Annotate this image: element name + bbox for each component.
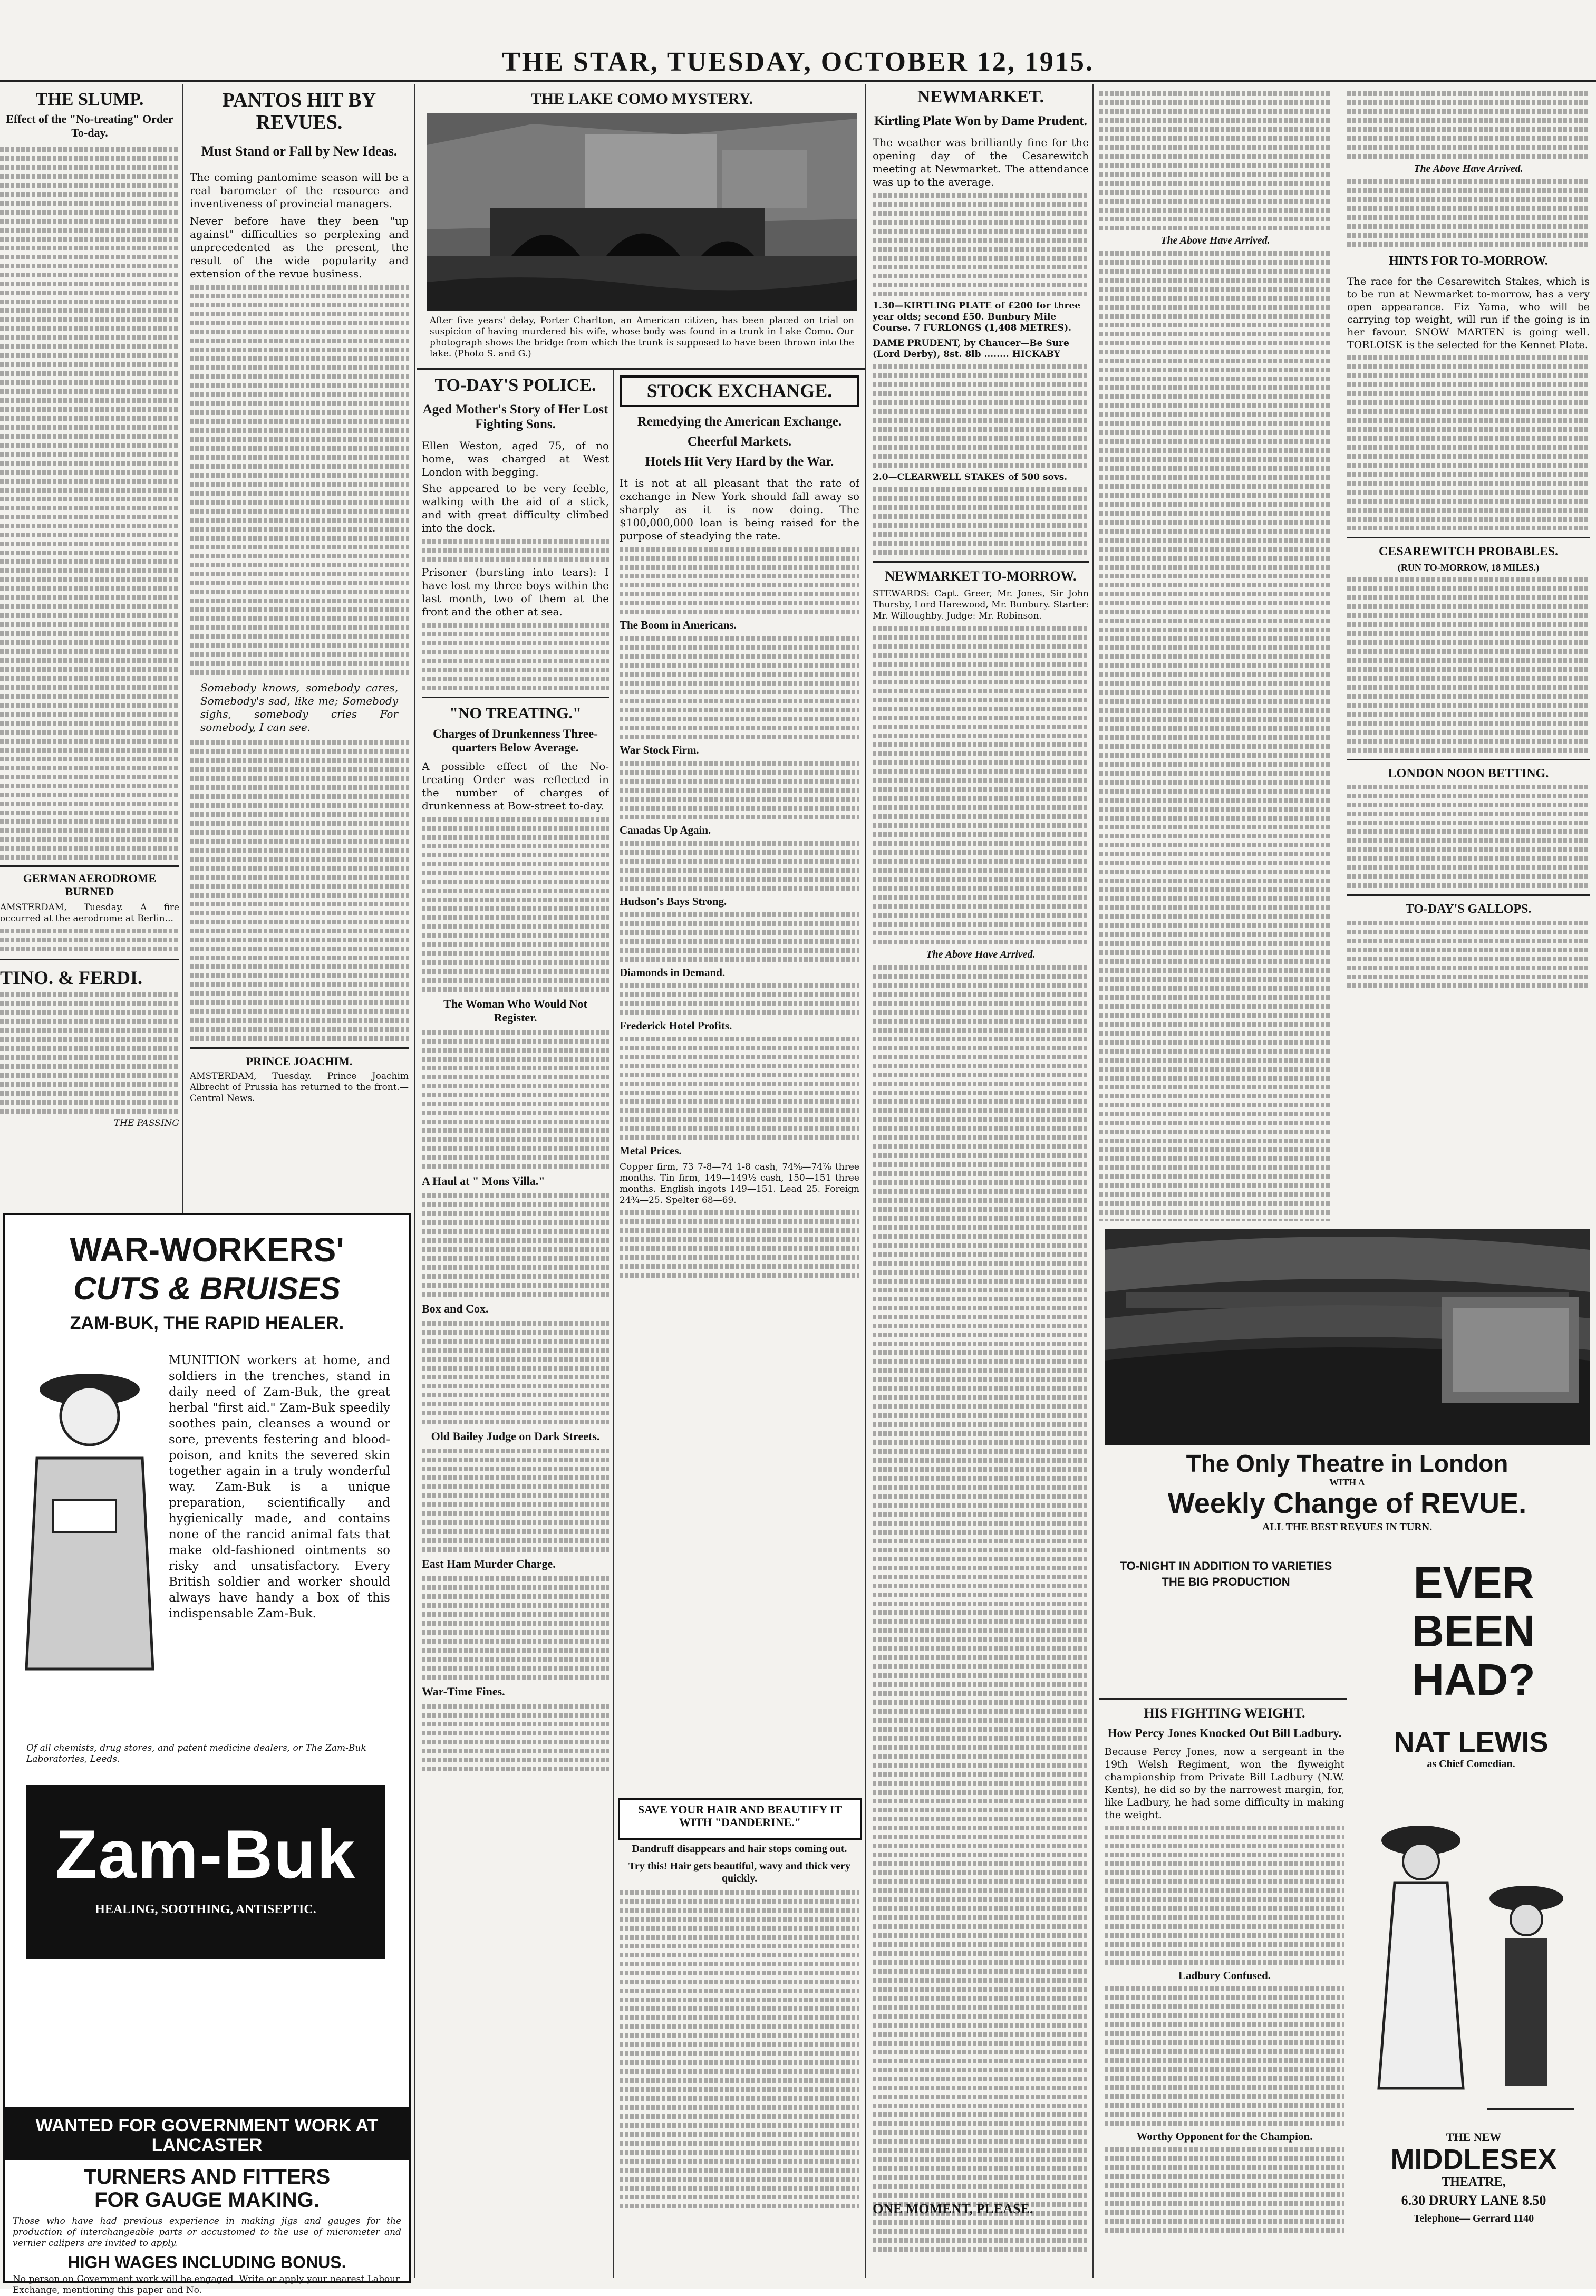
zambuk-tagline: HEALING, SOOTHING, ANTISEPTIC. [95,1903,316,1916]
ladbury-confused: Ladbury Confused. [1178,1969,1271,1982]
stock-metal-head: Metal Prices. [620,1144,682,1157]
pantos-para-1: The coming pantomime season will be a real barometer of the resource and inventiveness of provincial managers. [190,170,409,210]
theatre-title-2: Weekly Change of REVUE. [1167,1487,1527,1519]
danderine-sub: Dandruff disappears and hair stops coming out. [632,1843,847,1855]
race-130: 1.30—KIRTLING PLATE of £200 for three year olds; second £50. Bunbury Mile Course. 7 FURLONGS (1,408 METRES). [873,301,1081,334]
box-cox-head: Box and Cox. [422,1302,489,1316]
middlesex-ad [1355,2130,1592,2278]
the-new: THE NEW [1446,2130,1502,2144]
aerodrome-text: AMSTERDAM, Tuesday. A fire occurred at the aerodrome at Berlin... [0,902,179,924]
theatre-title-1: The Only Theatre in London [1186,1450,1508,1477]
como-caption-box [430,315,854,365]
newmarket-headline: NEWMARKET. [917,87,1044,107]
stock-war-head: War Stock Firm. [620,743,699,756]
lancaster-banner [5,2112,409,2160]
zambuk-healer: ZAM-BUK, THE RAPID HEALER. [70,1313,344,1334]
slump-subhead: Effect of the "No-treating" Order To-day. [6,112,173,140]
column-rule [865,84,866,2278]
stock-hudsons-head: Hudson's Bays Strong. [620,894,727,908]
one-moment-box [873,2202,1089,2233]
fighting-headline: HIS FIGHTING WEIGHT. [1144,1706,1305,1721]
column-rule [414,84,415,2278]
police-para-3: Prisoner (bursting into tears): I have lost my three boys within the last month, two of them at the front and the other at sea. [422,566,609,619]
newmarket-para-1: The weather was brilliantly fine for the opening day of the Cesarewitch meeting at Newmarket. The attendance was up to the average. [873,136,1089,189]
hints-text: The race for the Cesarewitch Stakes, which is to be run at Newmarket to-morrow, has a very open appearance. Fiz Yama, who will be carrying top weight, will run if the going is in her favour. SNOW MARTEN is going well. TORLOISK is the selected for the Kennet Plate. [1347,276,1590,351]
lancaster-gauge: FOR GAUGE MAKING. [94,2188,320,2212]
theatre-illustration [1105,1229,1590,1445]
danderine-ad [620,1843,859,2275]
war-time-fines-head: War-Time Fines. [422,1685,505,1699]
police-article [422,375,609,2279]
newmarket-tomorrow-head: NEWMARKET TO-MORROW. [885,568,1077,584]
lancaster-headline: WANTED FOR GOVERNMENT WORK AT LANCASTER [35,2116,379,2156]
stock-frederick-head: Frederick Hotel Profits. [620,1019,732,1032]
lancaster-fine: Those who have had previous experience in making jigs and gauges for the production of interchangeable parts or accustomed to the use of micrometer and vernier calipers are invited to apply. [13,2215,401,2249]
lake-como-photo [427,113,857,311]
lancaster-turners: TURNERS AND FITTERS [83,2165,331,2188]
aerodrome-headline: GERMAN AERODROME BURNED [23,872,157,898]
pantos-song: Somebody knows, somebody cares, Somebody's sad, like me; Somebody sighs, somebody cries For somebody, I can see. [200,681,398,734]
racing-arrived-2: The Above Have Arrived. [1414,163,1523,175]
stock-exchange-article [620,375,859,1799]
theatre-tonight-box [1107,1558,1344,1622]
como-caption: After five years' delay, Porter Charlton, an American citizen, has been placed on trial on suspicion of having murdered his wife, whose body was found in a trunk in Lake Como. Our photograph shows the bridge from which the trunk is supposed to have been thrown into the lake. (Photo S. and G.) [430,315,854,359]
fighting-subhead: How Percy Jones Knocked Out Bill Ladbury. [1107,1726,1342,1740]
lancaster-wages: HIGH WAGES INCLUDING BONUS. [67,2252,346,2272]
nat-lewis-box [1350,1727,1592,1785]
ever-been-had: EVER BEEN HAD? [1412,1558,1535,1695]
newmarket-article [873,87,1089,2275]
newmarket-subhead: Kirtling Plate Won by Dame Prudent. [874,114,1087,129]
probables-headline: CESAREWITCH PROBABLES. [1378,545,1559,559]
mons-villa-head: A Haul at " Mons Villa." [422,1174,545,1188]
masthead: THE STAR, TUESDAY, OCTOBER 12, 1915. [502,47,1094,77]
old-bailey-head: Old Bailey Judge on Dark Streets. [431,1430,600,1443]
theatre-tonight: TO-NIGHT IN ADDITION TO VARIETIES THE BIG PRODUCTION [1119,1559,1332,1588]
pantos-para-2: Never before have they been "up against" difficulties so perplexing and unprecedented as the present, the result of the wide popularity and extension of the revue business. [190,214,409,280]
pantos-headline: PANTOS HIT BY REVUES. [222,90,376,133]
newmarket-stewards: STEWARDS: Capt. Greer, Mr. Jones, Sir John Thursby, Lord Harewood, Mr. Bunbury. Starter: Mr. Willoughby. Judge: Mr. Robinson. [873,588,1089,621]
racing-column [1099,87,1592,1221]
stock-para-1: It is not at all pleasant that the rate of exchange in New York should fall away so sharply as it is now doing. The $100,000,000 loan is being raised for the purpose of steadying the rate. [620,476,859,542]
zambuk-cuts: CUTS & BRUISES [73,1271,341,1307]
theatre-with: WITH A [1329,1477,1365,1488]
zambuk-ad [3,1213,411,2109]
police-para-1: Ellen Weston, aged 75, of no home, was charged at West London with begging. [422,439,609,479]
racing-right-column [1347,87,1590,992]
fighting-para-1: Because Percy Jones, now a sergeant in the 19th Welsh Regiment, won the flyweight championship from Private Bill Ladbury (N.W. Kents), he did so by the narrowest margin, for, like Ladbury, he had some difficulty in making the weight. [1105,1745,1344,1821]
theatre-all-best: ALL THE BEST REVUES IN TURN. [1262,1521,1433,1533]
entries-list-left [1099,87,1331,1221]
hints-headline: HINTS FOR TO-MORROW. [1389,254,1548,268]
no-treating-subhead: Charges of Drunkenness Three-quarters Below Average. [433,727,598,755]
danderine-headline-box [618,1798,862,1840]
zambuk-logo-box [26,1785,385,1959]
lancaster-foot: No person on Government work will be engaged. Write or apply your nearest Labour Exchange, mentioning this paper and No. [13,2273,400,2295]
stock-boom-head: The Boom in Americans. [620,618,737,631]
race-winner: DAME PRUDENT, by Chaucer—Be Sure (Lord Derby), 8st. 8lb ........ HICKABY [873,338,1069,360]
passing-fragment: THE PASSING [113,1118,179,1129]
stock-canada-head: Canadas Up Again. [620,823,711,836]
stock-sub-3: Hotels Hit Very Hard by the War. [645,454,834,469]
chief-comedian: as Chief Comedian. [1427,1758,1515,1770]
worthy-opponent: Worthy Opponent for the Champion. [1136,2129,1313,2143]
woman-register-head: The Woman Who Would Not Register. [443,997,587,1025]
pantos-article [190,90,409,1213]
column-rule [613,369,614,2278]
gallops-headline: TO-DAY'S GALLOPS. [1405,902,1532,917]
police-para-4: A possible effect of the No-treating Order was reflected in the number of charges of drunkenness at Bow-street to-day. [422,760,609,813]
theatre-word: THEATRE, [1442,2175,1506,2189]
como-headline: THE LAKE COMO MYSTERY. [530,90,753,108]
tino-headline: TINO. & FERDI. [0,967,143,988]
ever-been-had-box [1355,1558,1592,1695]
nat-lewis: NAT LEWIS [1394,1727,1549,1758]
column-rule [182,84,183,1213]
lancaster-ad [3,2109,411,2295]
theatre-telephone: Telephone— Gerrard 1140 [1413,2213,1534,2225]
theatre-times: 6.30 DRURY LANE 8.50 [1401,2193,1546,2208]
comedian-illustration [1352,1793,1590,2130]
soldier-illustration [21,1353,163,1680]
zambuk-title: WAR-WORKERS' [70,1231,344,1269]
stock-metal-text: Copper firm, 73 7-8—74 1-8 cash, 74⅝—74⅞ three months. Tin firm, 149—149½ cash, 150—151 three months. English ingots 149—151. Lead 25. Foreign 24¾—25. Spelter 68—69. [620,1161,859,1205]
como-rule [417,368,865,370]
stock-headline: STOCK EXCHANGE. [620,375,859,407]
zambuk-logo: Zam-Buk [55,1816,356,1893]
police-headline: TO-DAY'S POLICE. [434,375,596,395]
newmarket-arrived: The Above Have Arrived. [926,948,1036,960]
danderine-try: Try this! Hair gets beautiful, wavy and thick very quickly. [628,1860,850,1884]
one-moment-head: ONE MOMENT, PLEASE. [873,2202,1033,2216]
zambuk-text: MUNITION workers at home, and soldiers in the trenches, stand in daily need of Zam-Buk, the great herbal "first aid." Zam-Buk speedily soothes pain, cleanses a wound or sore, prevents festering and blood-poison, and knits the severed skin together again in a truly wonderful way. Zam-Buk is a unique preparation, scientifically and hygienically made, and contains none of the rancid animal fats that make old-fashioned ointments so risky and unsatisfactory. Every British soldier and worker should always have handy a box of this indispensable Zam-Buk. [169,1354,390,1620]
fighting-rule [1099,1698,1347,1700]
slump-column [0,90,179,1213]
column-rule [1092,84,1094,2278]
stock-sub-1: Remedying the American Exchange. [637,414,842,429]
noon-betting-headline: LONDON NOON BETTING. [1388,766,1549,780]
slump-headline: THE SLUMP. [35,90,144,109]
stock-sub-2: Cheerful Markets. [687,434,792,449]
middlesex: MIDDLESEX [1390,2144,1557,2175]
masthead-rule [0,80,1596,82]
stock-diamonds-head: Diamonds in Demand. [620,966,726,979]
danderine-headline: SAVE YOUR HAIR AND BEAUTIFY IT WITH "DANDERINE." [637,1803,843,1829]
zambuk-fineprint: Of all chemists, drug stores, and patent medicine dealers, or The Zam-Buk Laboratories, Leeds. [26,1743,366,1764]
east-ham-head: East Ham Murder Charge. [422,1557,556,1571]
pantos-subhead: Must Stand or Fall by New Ideas. [201,143,398,159]
fighting-weight-article [1105,1706,1344,2275]
race-2: 2.0—CLEARWELL STAKES of 500 sovs. [873,472,1068,483]
police-subhead: Aged Mother's Story of Her Lost Fighting Sons. [422,402,608,432]
joachim-text: AMSTERDAM, Tuesday. Prince Joachim Albrecht of Prussia has returned to the front.—Central News. [190,1070,409,1104]
racing-arrived-1: The Above Have Arrived. [1160,235,1270,246]
police-para-2: She appeared to be very feeble, walking with the aid of a stick, and with great difficulty climbed into the dock. [422,482,609,535]
probables-sub: (RUN TO-MORROW, 18 MILES.) [1397,562,1540,573]
joachim-headline: PRINCE JOACHIM. [246,1054,353,1068]
no-treating-headline: "NO TREATING." [449,705,582,722]
